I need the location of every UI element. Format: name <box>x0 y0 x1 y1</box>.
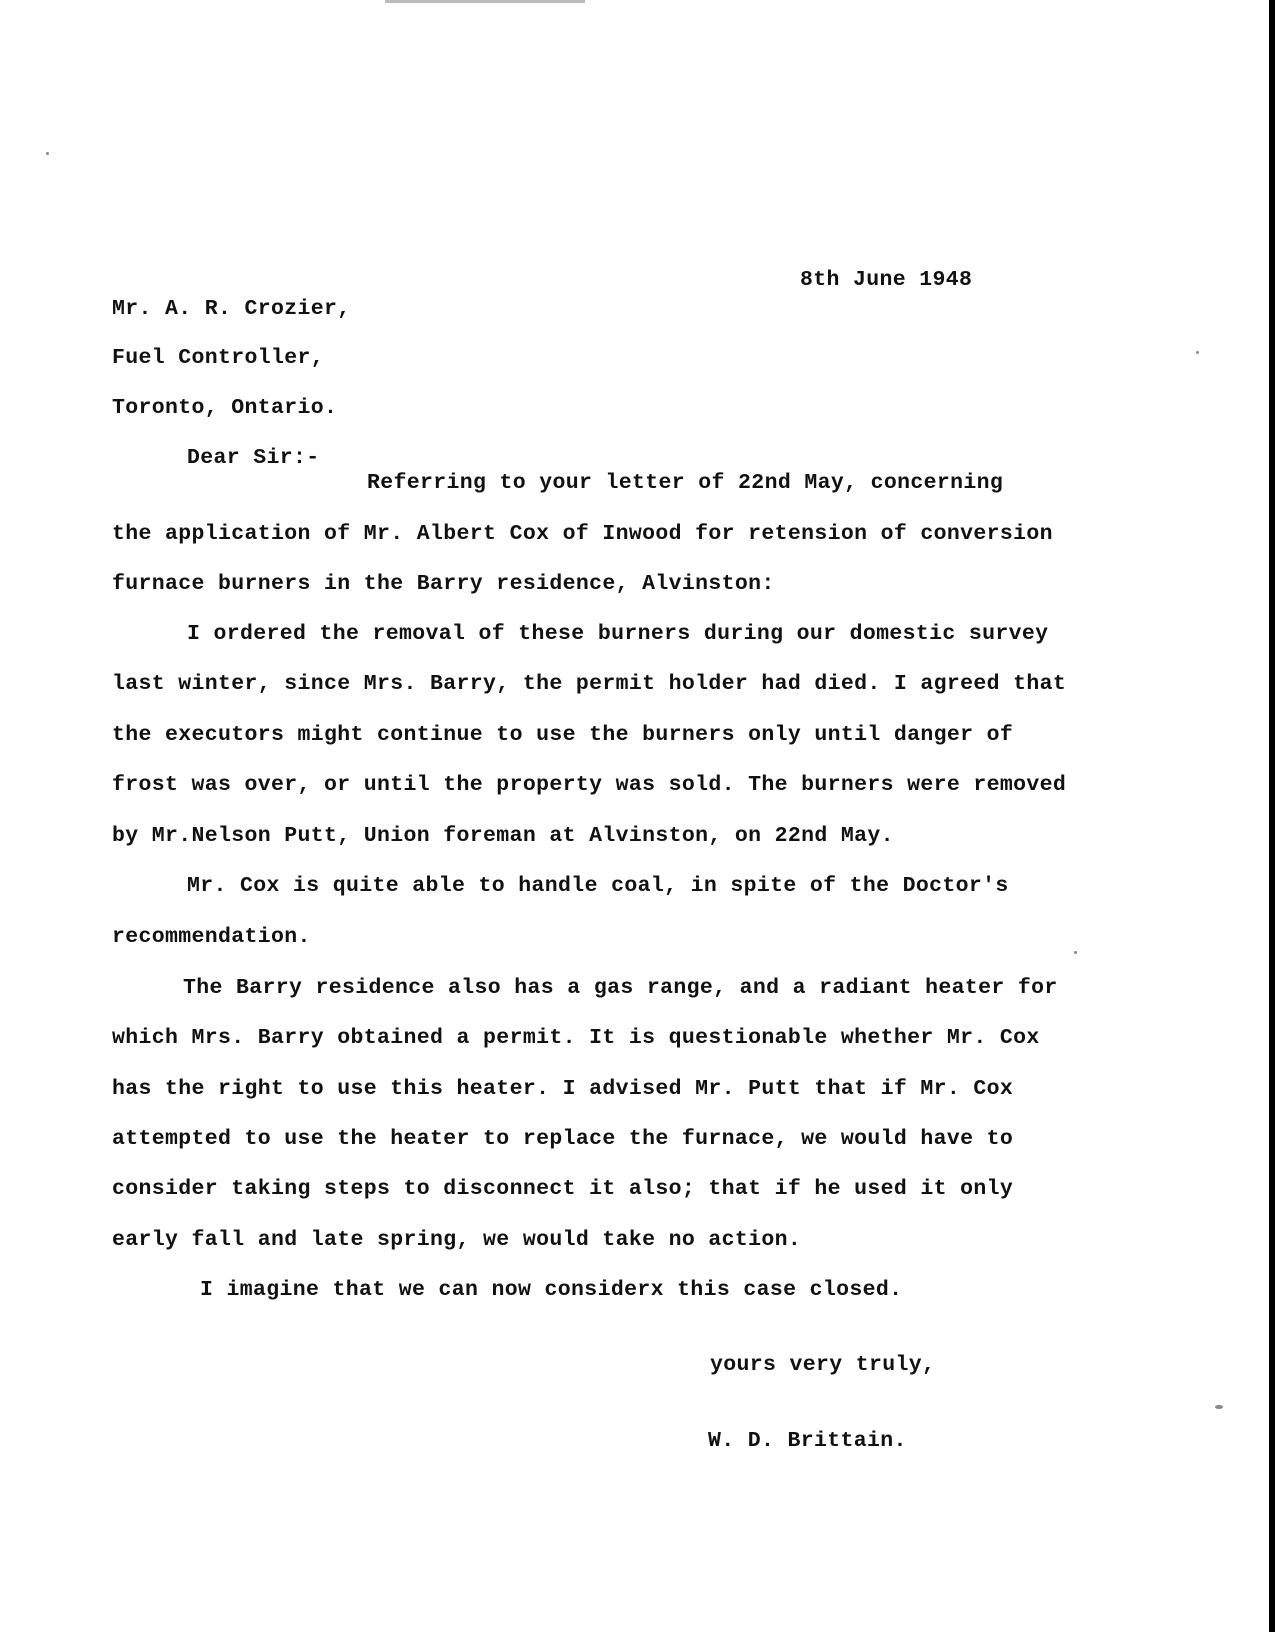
paragraph-3-line: Mr. Cox is quite able to handle coal, in spite of the Doctor's <box>187 874 1009 898</box>
scan-speck <box>1215 1405 1223 1409</box>
recipient-title: Fuel Controller, <box>112 346 325 370</box>
paragraph-2-line: I ordered the removal of these burners during our domestic survey <box>187 622 1049 646</box>
paragraph-4-line: which Mrs. Barry obtained a permit. It is questionable whether Mr. Cox <box>112 1026 1040 1050</box>
paragraph-4-line: consider taking steps to disconnect it also; that if he used it only <box>112 1177 1014 1201</box>
recipient-location: Toronto, Ontario. <box>112 396 338 420</box>
paragraph-1-line: furnace burners in the Barry residence, Alvinston: <box>112 572 775 596</box>
complimentary-close: yours very truly, <box>710 1353 936 1377</box>
paragraph-4-line: early fall and late spring, we would take no action. <box>112 1228 802 1252</box>
right-scan-edge <box>1269 0 1275 1632</box>
signature-name: W. D. Brittain. <box>708 1429 907 1453</box>
paragraph-2-line: frost was over, or until the property was sold. The burners were removed <box>112 773 1067 797</box>
paragraph-4-line: attempted to use the heater to replace the furnace, we would have to <box>112 1127 1014 1151</box>
salutation: Dear Sir:- <box>187 446 320 470</box>
paragraph-5-line: I imagine that we can now considerx this case closed. <box>200 1278 903 1302</box>
letter-date: 8th June 1948 <box>800 268 973 292</box>
paragraph-4-line: The Barry residence also has a gas range, and a radiant heater for <box>183 976 1058 1000</box>
paragraph-3-line: recommendation. <box>112 925 311 949</box>
scan-speck <box>1074 951 1077 954</box>
scan-speck <box>1196 351 1199 354</box>
recipient-name: Mr. A. R. Crozier, <box>112 297 351 321</box>
top-scan-edge <box>385 0 585 3</box>
scan-speck <box>46 152 49 155</box>
paragraph-2-line: last winter, since Mrs. Barry, the permit holder had died. I agreed that <box>112 672 1067 696</box>
paragraph-4-line: has the right to use this heater. I advised Mr. Putt that if Mr. Cox <box>112 1077 1014 1101</box>
paragraph-2-line: the executors might continue to use the burners only until danger of <box>112 723 1014 747</box>
paragraph-2-line: by Mr.Nelson Putt, Union foreman at Alvinston, on 22nd May. <box>112 824 894 848</box>
paragraph-1-line: the application of Mr. Albert Cox of Inwood for retension of conversion <box>112 522 1053 546</box>
paragraph-1-line: Referring to your letter of 22nd May, concerning <box>367 471 1004 495</box>
